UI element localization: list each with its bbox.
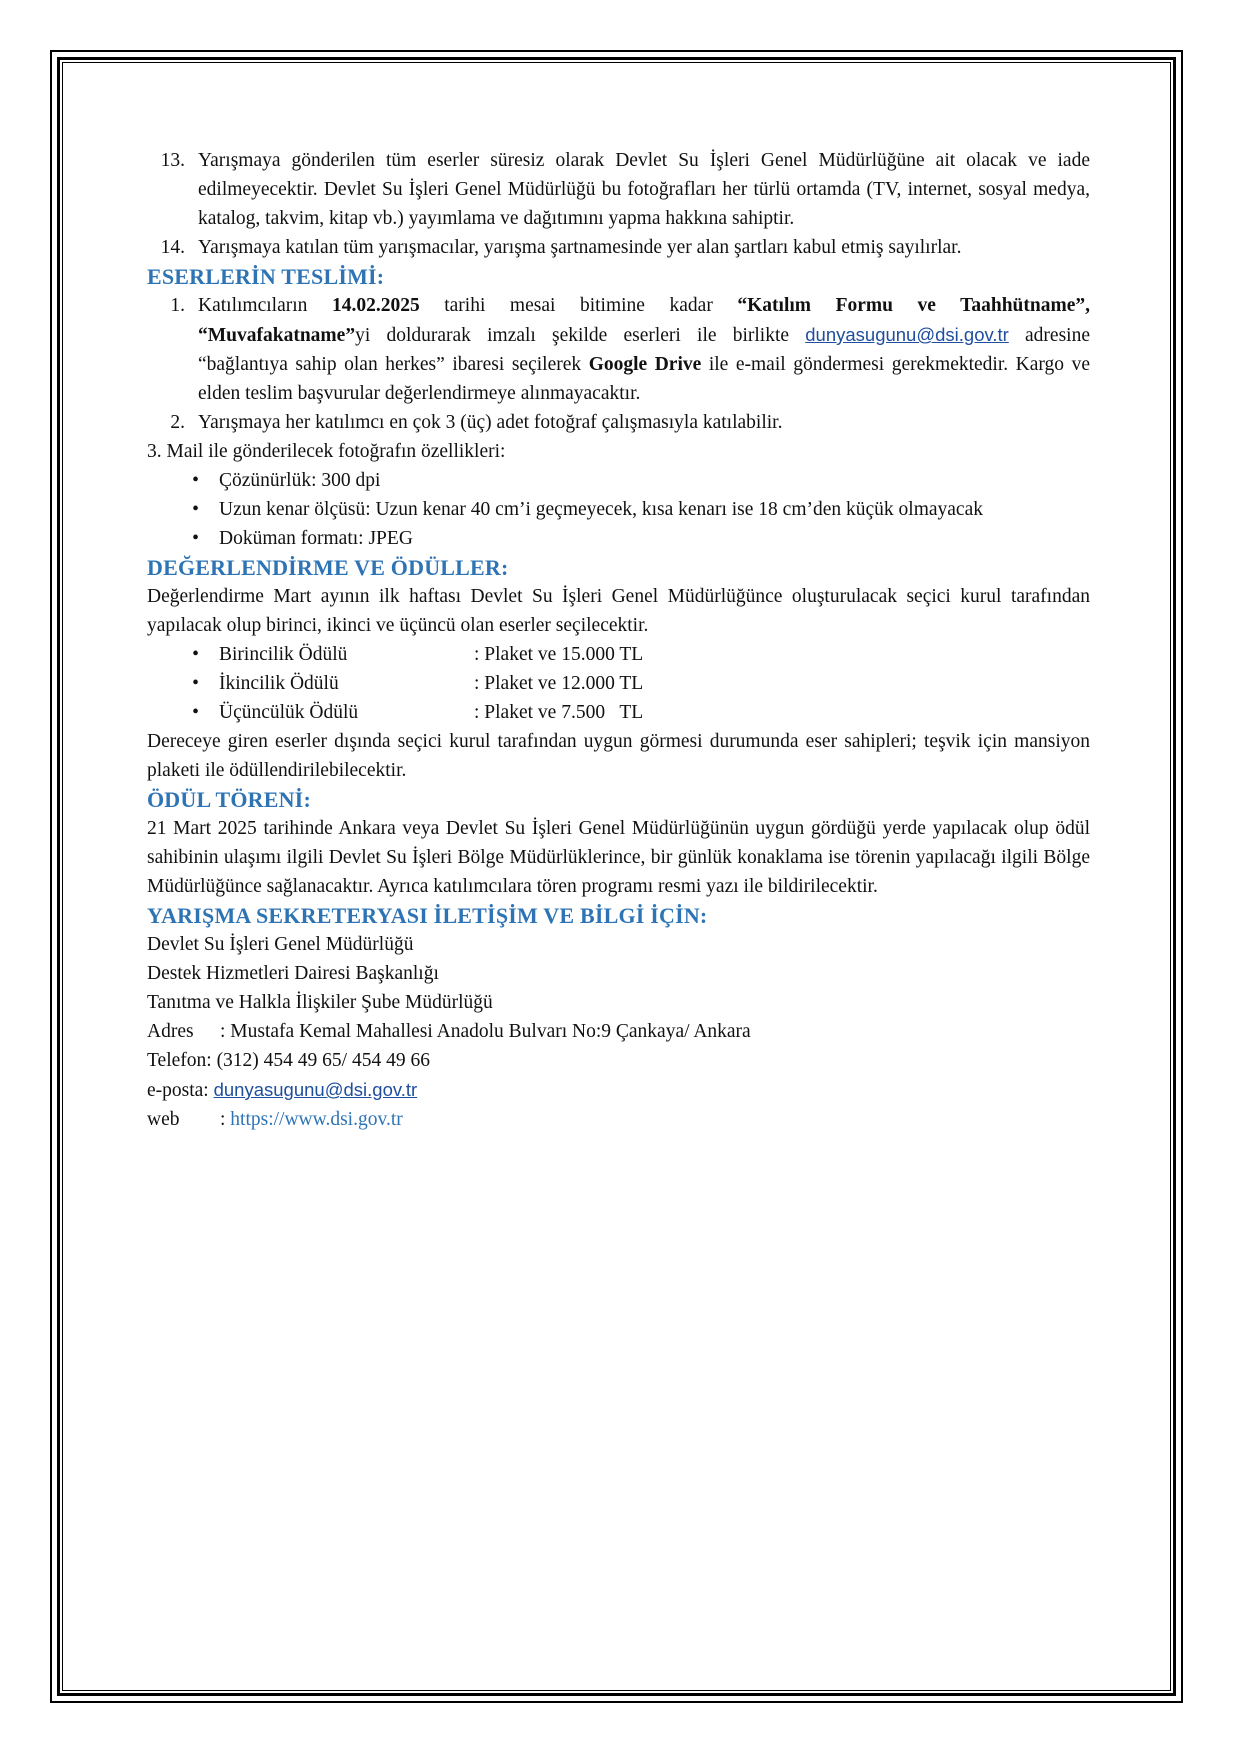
list-text: Yarışmaya katılan tüm yarışmacılar, yarışma şartnamesinde yer alan şartları kabul etmiş sayılırlar. (198, 237, 962, 258)
photo-specs-title: 3. Mail ile gönderilecek fotoğrafın özellikleri: (147, 441, 506, 462)
deadline-date: 14.02.2025 (331, 295, 420, 316)
section-heading-teslim: ESERLERİN TESLİMİ: (147, 264, 385, 289)
list-number: 14. (160, 237, 185, 258)
contact-department: Destek Hizmetleri Dairesi Başkanlığı (147, 963, 439, 984)
bullet-text: Uzun kenar ölçüsü: Uzun kenar 40 cm’i geçmeyecek, kısa kenarı ise 18 cm’den küçük olmayacak (219, 499, 983, 520)
section-heading-iletisim: YARIŞMA SEKRETERYASI İLETİŞİM VE BİLGİ İÇİN: (147, 903, 708, 928)
google-drive-label: Google Drive (588, 354, 702, 375)
contact-branch: Tanıtma ve Halkla İlişkiler Şube Müdürlüğü (147, 992, 493, 1013)
list-number: 13. (160, 150, 185, 171)
section-heading-odul: DEĞERLENDİRME VE ÖDÜLLER: (147, 555, 509, 580)
bullet-text: Doküman formatı: JPEG (219, 528, 413, 549)
list-number: 2. (170, 412, 185, 433)
award-item (147, 698, 1090, 727)
bullet-item (147, 466, 1090, 495)
email-link[interactable]: dunyasugunu@dsi.gov.tr (805, 324, 1009, 345)
form-names: “Katılım Formu ve Taahhütname”, “Muvafakatname” (198, 295, 1091, 346)
bullet-icon: • (192, 470, 199, 491)
award-name: Birincilik Ödülü (219, 644, 348, 665)
contact-web: web : https://www.dsi.gov.tr (147, 1109, 403, 1130)
bullet-text: Çözünürlük: 300 dpi (219, 470, 381, 491)
list-text: Yarışmaya her katılımcı en çok 3 (üç) adet fotoğraf çalışmasıyla katılabilir. (198, 412, 783, 433)
list-text: Katılımcıların 14.02.2025 tarihi mesai bitimine kadar “Katılım Formu ve Taahhütname”, “Muvafakatname”yi doldurarak imzalı şekilde eserleri ile birlikte dunyasugunu@dsi.gov.tr adresine “bağlantıya sahip olan herkes” ibaresi seçilerek Google Drive ile e-mail göndermesi gerekmektedir. Kargo ve elden teslim başvurular değerlendirmeye alınmayacaktır. (198, 295, 1091, 404)
bullet-icon: • (192, 702, 199, 723)
bullet-icon: • (192, 673, 199, 694)
contact-email: e-posta: dunyasugunu@dsi.gov.tr (147, 1079, 418, 1101)
list-item (147, 408, 1090, 437)
contact-email-link[interactable]: dunyasugunu@dsi.gov.tr (213, 1079, 418, 1100)
section-heading-toren: ÖDÜL TÖRENİ: (147, 787, 311, 812)
bullet-item (147, 524, 1090, 553)
bullet-icon: • (192, 499, 199, 520)
evaluation-text: Değerlendirme Mart ayının ilk haftası Devlet Su İşleri Genel Müdürlüğünce oluşturulacak seçici kurul tarafından yapılacak olup birinci, ikinci ve üçüncü olan eserler seçilecektir. (147, 586, 1090, 636)
website-link[interactable]: https://www.dsi.gov.tr (230, 1109, 403, 1130)
mention-text: Dereceye giren eserler dışında seçici kurul tarafından uygun görmesi durumunda eser sahipleri; teşvik için mansiyon plaketi ile ödüllendirilebilecektir. (147, 731, 1090, 781)
bullet-icon: • (192, 644, 199, 665)
award-item (147, 640, 1090, 669)
contact-address: Adres : Mustafa Kemal Mahallesi Anadolu Bulvarı No:9 Çankaya/ Ankara (147, 1021, 751, 1042)
list-item (147, 291, 1090, 408)
document-body (147, 146, 1090, 1134)
bullet-icon: • (192, 528, 199, 549)
list-number: 1. (170, 295, 185, 316)
bullet-item (147, 495, 1090, 524)
award-name: İkincilik Ödülü (219, 673, 339, 694)
list-item (147, 233, 1090, 262)
award-value: : Plaket ve 7.500 TL (474, 702, 644, 723)
contact-phone: Telefon: (312) 454 49 65/ 454 49 66 (147, 1050, 430, 1071)
award-value: : Plaket ve 15.000 TL (474, 644, 644, 665)
award-value: : Plaket ve 12.000 TL (474, 673, 644, 694)
award-item (147, 669, 1090, 698)
award-name: Üçüncülük Ödülü (219, 702, 359, 723)
ceremony-text: 21 Mart 2025 tarihinde Ankara veya Devlet Su İşleri Genel Müdürlüğünün uygun gördüğü yerde yapılacak olup ödül sahibinin ulaşımı ilgili Devlet Su İşleri Bölge Müdürlüklerince, bir günlük konaklama ise törenin yapılacağı ilgili Bölge Müdürlüğünce sağlanacaktır. Ayrıca katılımcılara tören programı resmi yazı ile bildirilecektir. (147, 818, 1090, 897)
list-item (147, 146, 1090, 233)
list-text: Yarışmaya gönderilen tüm eserler süresiz olarak Devlet Su İşleri Genel Müdürlüğüne ait olacak ve iade edilmeyecektir. Devlet Su İşleri Genel Müdürlüğü bu fotoğrafları her türlü ortamda (TV, internet, sosyal medya, katalog, takvim, kitap vb.) yayımlama ve dağıtımını yapma hakkına sahiptir. (198, 150, 1090, 229)
contact-org: Devlet Su İşleri Genel Müdürlüğü (147, 934, 414, 955)
